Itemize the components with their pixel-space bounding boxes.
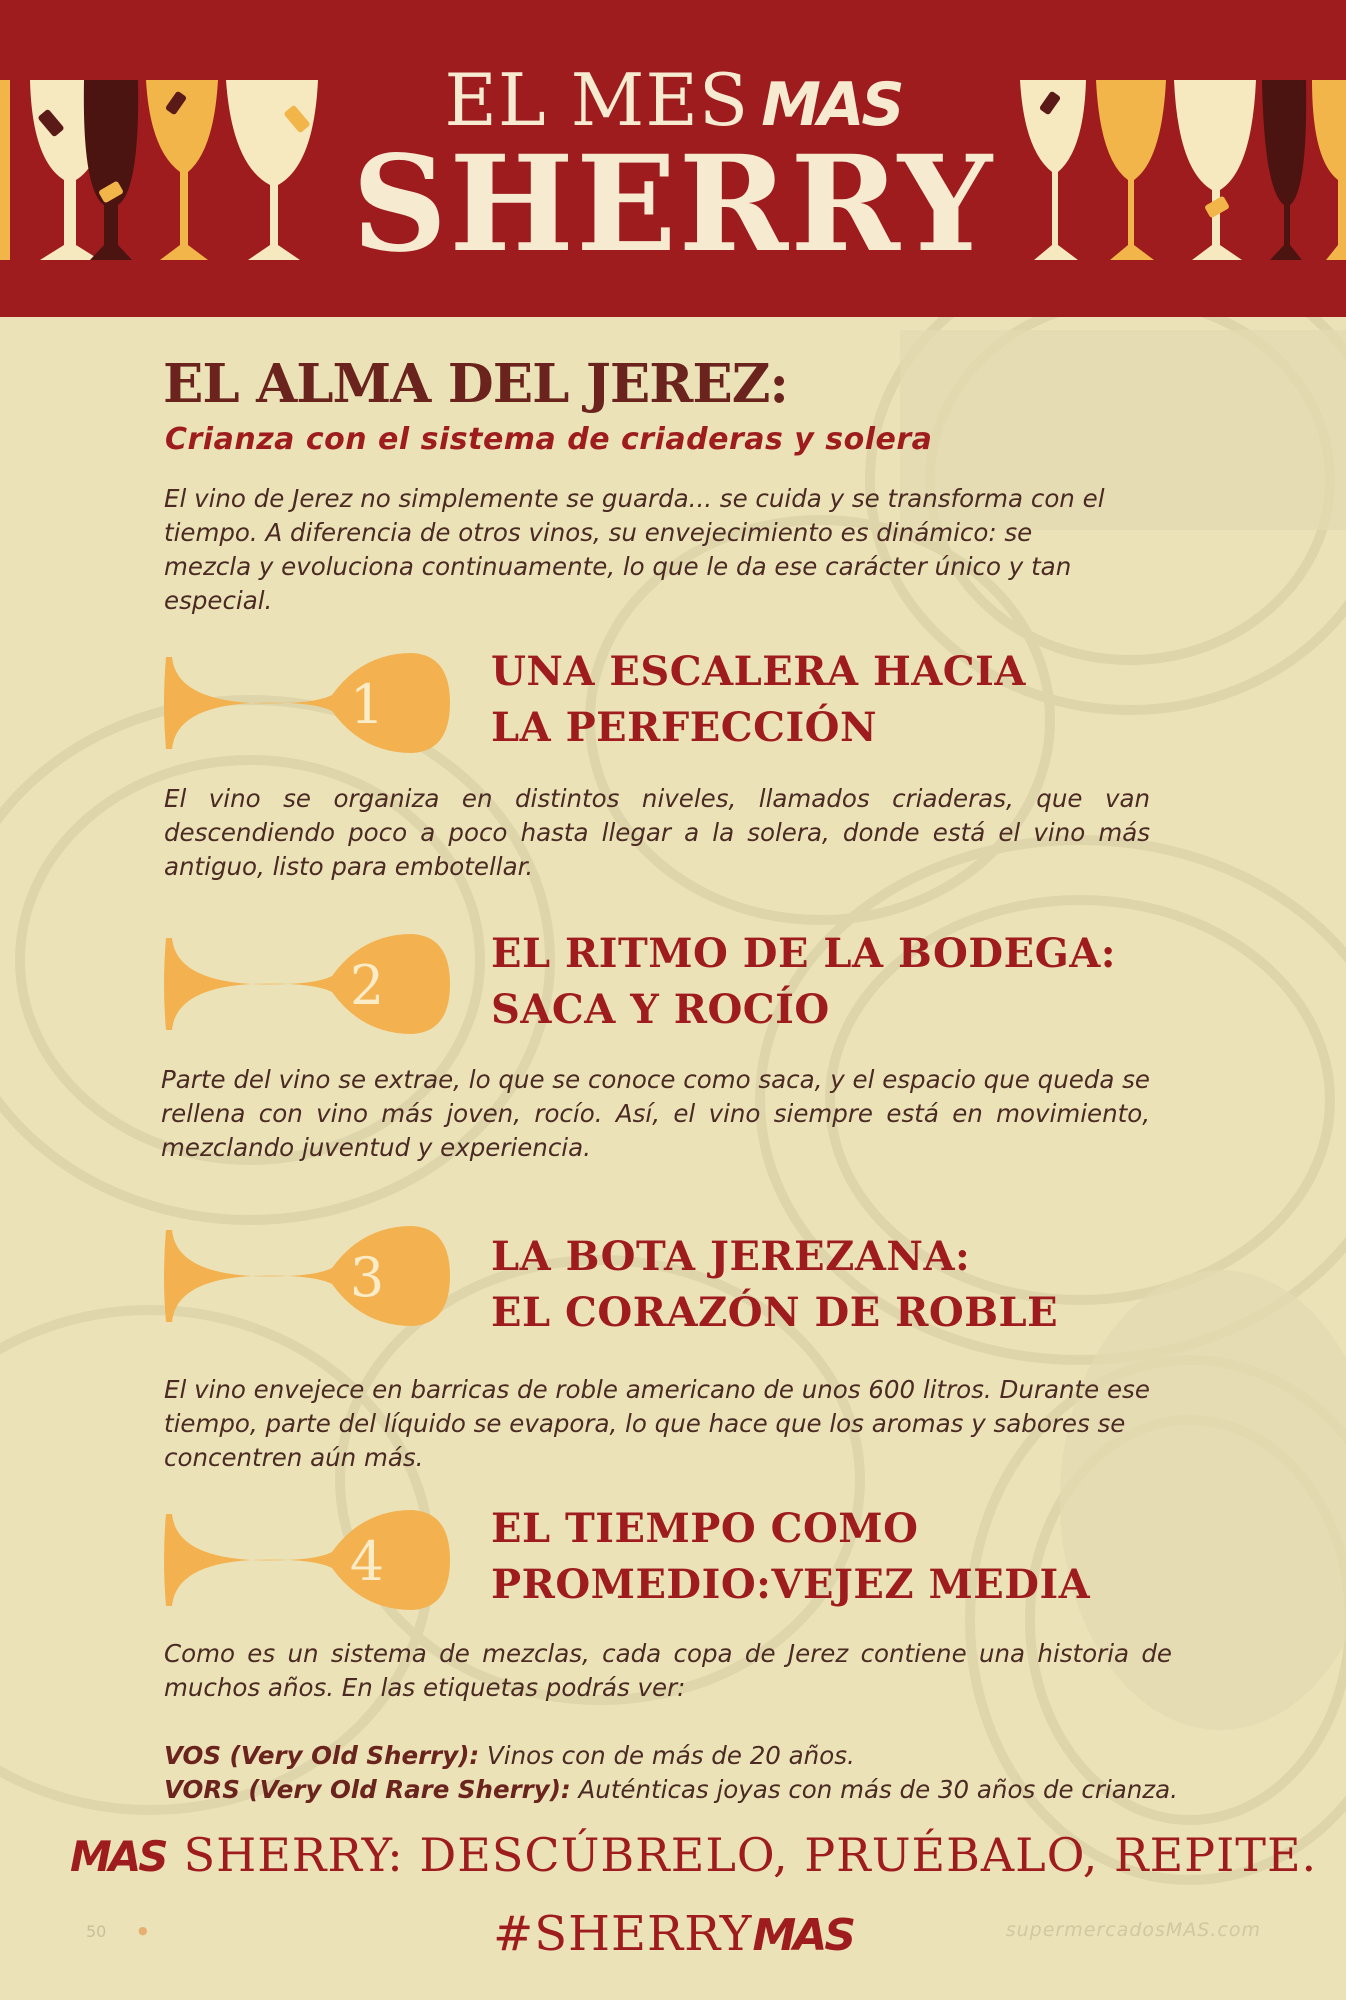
step-3-title: [491, 1229, 1058, 1341]
label-desc: Auténticas joyas con más de 30 años de crianza.: [578, 1775, 1178, 1804]
label-term: VORS (Very Old Rare Sherry):: [164, 1775, 571, 1804]
step-number: 3: [349, 1246, 385, 1309]
step-number: 2: [349, 954, 385, 1017]
label-definition-vos: [164, 1739, 1164, 1773]
step-4-body: Como es un sistema de mezclas, cada copa de Jerez contiene una historia de muchos años. En las etiquetas podrás ver:: [164, 1639, 1172, 1702]
footer-brand-logo: MAS: [70, 1832, 166, 1881]
step-2-glass-icon: [162, 932, 452, 1036]
header-brand-logo: MAS: [761, 70, 902, 140]
intro-paragraph: El vino de Jerez no simplemente se guarda... se cuida y se transforma con el tiempo. A diferencia de otros vinos, su envejecimiento es dinámico: se mezcla y evoluciona continuamente, lo que le da ese carácter único y tan especial.: [164, 484, 1105, 615]
step-1-body: El vino se organiza en distintos niveles, llamados criaderas, que van descendiendo poco a poco hasta llegar a la solera, donde está el vino más antiguo, listo para embotellar.: [164, 784, 1150, 881]
step-title-line: UNA ESCALERA HACIA: [491, 648, 1026, 695]
step-2-title: [491, 926, 1116, 1038]
tagline-text: SHERRY: DESCÚBRELO, PRUÉBALO, REPITE.: [183, 1828, 1318, 1882]
step-number: 4: [349, 1530, 385, 1593]
label-desc: Vinos con de más de 20 años.: [487, 1741, 855, 1770]
step-3-body: El vino envejece en barricas de roble americano de unos 600 litros. Durante ese tiempo, parte del líquido se evapora, lo que hace que los aromas y sabores se concentren aún más.: [164, 1375, 1150, 1472]
step-title-line: EL RITMO DE LA BODEGA:: [491, 930, 1117, 977]
hashtag-text: #SHERRY: [492, 1906, 753, 1962]
step-4-glass-icon: [162, 1508, 452, 1612]
label-definitions: [164, 1739, 1178, 1807]
step-title-line: EL CORAZÓN DE ROBLE: [491, 1289, 1059, 1336]
article-title: EL ALMA DEL JEREZ:: [163, 353, 788, 415]
step-title-line: PROMEDIO:VEJEZ MEDIA: [491, 1561, 1091, 1608]
label-definition-vors: [164, 1773, 1178, 1807]
header-title: SHERRY: [351, 127, 995, 282]
step-title-line: LA PERFECCIÓN: [491, 704, 878, 751]
footer-tagline: [70, 1828, 1317, 1882]
step-2-body: Parte del vino se extrae, lo que se conoce como saca, y el espacio que queda se rellena con vino más joven, rocío. Así, el vino siempre está en movimiento, mezclando juventud y experiencia.: [161, 1065, 1150, 1162]
step-4-title: [491, 1501, 1090, 1613]
step-title-line: LA BOTA JEREZANA:: [491, 1233, 971, 1280]
step-number: 1: [349, 673, 385, 736]
hashtag-brand-logo: MAS: [752, 1910, 854, 1961]
step-3-glass-icon: [162, 1224, 452, 1328]
step-title-line: EL TIEMPO COMO: [491, 1505, 919, 1552]
page-number: 50: [86, 1922, 107, 1941]
small-brand-logo-icon: ●: [138, 1924, 148, 1937]
step-1-glass-icon: [162, 651, 452, 755]
header-line1-text: EL MES: [444, 58, 750, 142]
step-1-title: [491, 644, 1026, 756]
step-title-line: SACA Y ROCÍO: [491, 986, 830, 1033]
label-term: VOS (Very Old Sherry):: [164, 1741, 480, 1770]
footer-website: supermercadosMAS.com: [1005, 1919, 1261, 1941]
article-subtitle: Crianza con el sistema de criaderas y solera: [165, 422, 933, 457]
